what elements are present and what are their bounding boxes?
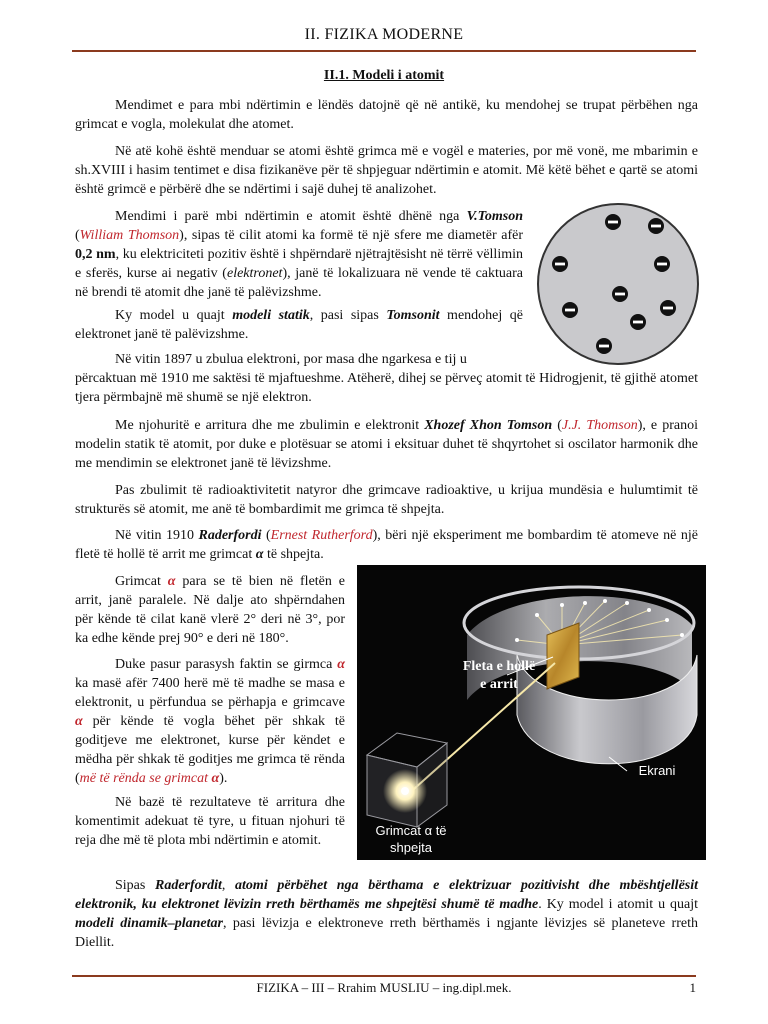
source-label-line2: shpejta: [390, 840, 432, 855]
electron-icon: [660, 300, 676, 316]
electron-icon: [552, 256, 568, 272]
section-title: II.1. Modeli i atomit: [323, 68, 445, 83]
foil-label-line1: Fleta e hollë: [462, 659, 536, 674]
source-label-line1: Grimcat α të: [375, 823, 447, 838]
electron-icon: [612, 286, 628, 302]
electron-icon: [562, 302, 578, 318]
paragraph-6: Me njohuritë e arritura dhe me zbulimin e elektronit Xhozef Xhon Tomson (J.J. Thomson), e pranoi modelin statik të atomit, por duke e plotësuar se atomi i eksituar duhet të shqyrtohet si oscilator harmonik dhe me mendimin se elektronet janë të lëvizshme.: [75, 418, 698, 471]
paragraph-3: Mendimi i parë mbi ndërtimin e atomit është dhënë nga V.Tomson (William Thomson), sipas të cilit atomi ka formë të një sfere me diametër afër 0,2 nm, ku elektriciteti pozitiv është i shpërndarë njëtrajtësisht në tërrë vëllimin e sferës, kurse ai negativ (elektronet), janë të lokalizuara në vende të caktuara në brendi të atomit dhe janë të palëvizshme.: [75, 209, 523, 300]
header-rule: [72, 50, 696, 52]
page-number: 1: [689, 980, 696, 995]
paragraph-2: Në atë kohë është menduar se atomi është grimca më e vogël e materies, por më vonë, me mbarimin e sh.XVIII i hasim tentimet e disa fizikanëve për të shpjeguar ndërtimin e atomit. Më këtë bëhet e qartë se atomi është grimcë e përbërë dhe se ndërtimi i sajë duhej të analizohet.: [75, 144, 698, 197]
footer-rule: [72, 975, 696, 977]
footer-text: FIZIKA – III – Rrahim MUSLIU – ing.dipl.mek.: [256, 980, 512, 995]
electron-icon: [605, 214, 621, 230]
paragraph-5b: përcaktuan më 1910 me saktësi të mjaftueshme. Atëherë, dihej se përveç atomit të Hidrogjenit, të gjithë atomet tjera përmbajnë më shumë se një elektron.: [75, 371, 698, 405]
paragraph-10: Duke pasur parasysh faktin se girmca α ka masë afër 7400 herë më të madhe se masa e elektronit, u përfundua se përhapja e grimcave α për kënde të vogla bëhet për shkak të goditjeve me elektronet, kurse për këndet e mëdha për shkak të goditjes me grimca të rënda (më të rënda se grimcat α).: [75, 657, 345, 786]
thomson-atom-figure: [528, 200, 708, 368]
paragraph-11: Në bazë të rezultateve të arritura dhe komentimit adekuat të tyre, u fituan njohuri të reja dhe më të plota mbi ndërtimin e atomit.: [75, 795, 345, 848]
page-header: II. FIZIKA MODERNE: [304, 26, 464, 43]
paragraph-12: Sipas Raderfordit, atomi përbëhet nga bërthama e elektrizuar pozitivisht dhe mbështjellësit elektronik, ku elektronet lëvizin rreth bërthamës me shpejtësi shumë të madhe. Ky model i atomit u quajt modeli dinamik–planetar, pasi lëvizja e elektroneve rreth bërthamës i ngjante lëvizjes së planeteve rreth Diellit.: [75, 878, 699, 950]
electron-icon: [648, 218, 664, 234]
electron-icon: [630, 314, 646, 330]
foil-label-line2: e arrit: [480, 677, 518, 692]
electron-icon: [596, 338, 612, 354]
paragraph-5a: Në vitin 1897 u zbulua elektroni, por masa dhe ngarkesa e tij u: [115, 352, 467, 367]
electron-icon: [654, 256, 670, 272]
rutherford-experiment-figure: [357, 565, 706, 860]
paragraph-7: Pas zbulimit të radioaktivitetit natyror dhe grimcave radioaktive, u krijua mundësia e hulumtimit të strukturës së atomit, me anë të bombardimit me grimca të shpejta.: [75, 483, 698, 517]
paragraph-8: Në vitin 1910 Raderfordi (Ernest Rutherford), bëri një eksperiment me bombardim të atomeve në një fletë të hollë të arrit me grimcat α të shpejta.: [75, 528, 698, 562]
paragraph-9: Grimcat α para se të bien në fletën e arrit, janë paralele. Në dalje ato shpërndahen për kënde të cilat kanë vlerë 2° deri në 3°, por ka edhe kënde prej 90° e deri në 180°.: [75, 574, 345, 646]
paragraph-4: Ky model u quajt modeli statik, pasi sipas Tomsonit mendohej që elektronet janë të palëvizshme.: [75, 308, 523, 342]
screen-label: Ekrani: [638, 763, 676, 778]
gold-foil: [547, 623, 579, 689]
paragraph-1: Mendimet e para mbi ndërtimin e lëndës datojnë që në antikë, ku mendohej se trupat përbëhen nga grimcat e vogla, molekulat dhe atomet.: [75, 98, 698, 132]
page-footer: [72, 980, 696, 996]
